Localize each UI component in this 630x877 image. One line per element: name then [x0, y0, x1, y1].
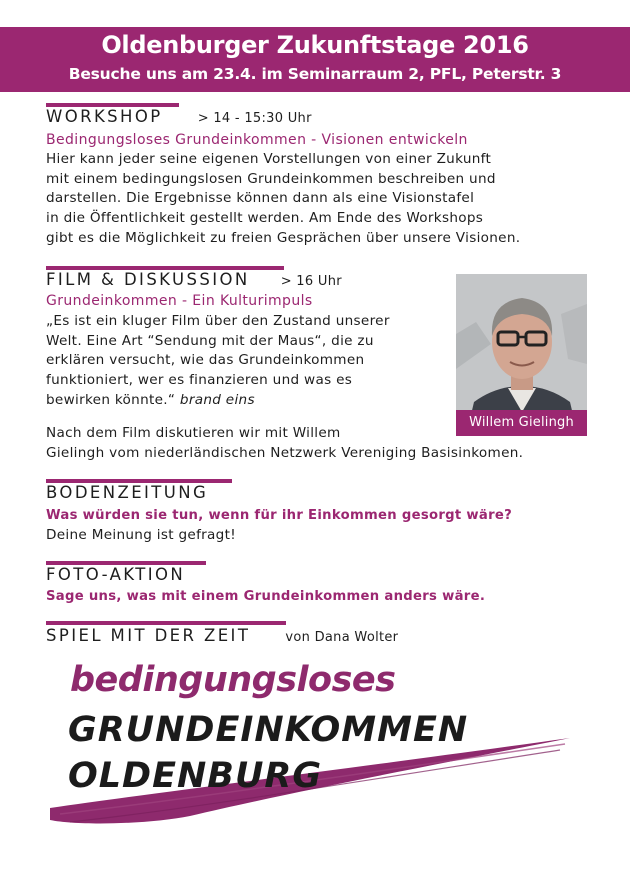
body-line: Welt. Eine Art “Sendung mit der Maus“, die zu: [46, 332, 374, 349]
section-rule: [46, 621, 286, 625]
body-line: Deine Meinung ist gefragt!: [46, 527, 236, 543]
section-heading: [46, 626, 398, 645]
logo-line-grundeinkommen: GRUNDEINKOMMEN: [68, 710, 469, 750]
body-line: gibt es die Möglichkeit zu freien Gesprächen über unsere Visionen.: [46, 229, 521, 246]
body-line: Gielingh vom niederländischen Netzwerk Vereniging Basisinkomen.: [46, 444, 524, 461]
section-time: > 16 Uhr: [280, 274, 342, 289]
section-heading: [46, 565, 185, 584]
body-line: in die Öffentlichkeit gestellt werden. Am Ende des Workshops: [46, 210, 484, 227]
section-subtitle: Bedingungsloses Grundeinkommen - Visionen entwickeln: [46, 132, 468, 148]
film-quote: [46, 312, 390, 410]
section-question: Was würden sie tun, wenn für ihr Einkommen gesorgt wäre?: [46, 508, 513, 523]
speaker-photo: [456, 274, 587, 436]
header-subtitle: Besuche uns am 23.4. im Seminarraum 2, PFL, Peterstr. 3: [68, 65, 562, 83]
header-banner: [0, 27, 630, 92]
section-title: FOTO-AKTION: [46, 565, 186, 584]
section-heading: [46, 270, 342, 289]
body-line: darstellen. Die Ergebnisse können dann als eine Visionstafel: [46, 190, 475, 207]
section-body: [46, 150, 520, 248]
film-discussion: [46, 424, 523, 463]
quote-source: brand eins: [179, 391, 255, 408]
body-line: Nach dem Film diskutieren wir mit Willem: [46, 425, 341, 441]
section-title: SPIEL MIT DER ZEIT: [46, 626, 251, 645]
section-text: Sage uns, was mit einem Grundeinkommen anders wäre.: [46, 589, 486, 604]
section-title: WORKSHOP: [46, 107, 163, 126]
section-title: BODENZEITUNG: [46, 483, 209, 502]
quote-end: bewirken könnte.“: [46, 391, 176, 408]
header-title: Oldenburger Zukunftstage 2016: [101, 31, 529, 59]
body-line: erklären versucht, wie das Grundeinkommen: [46, 352, 365, 369]
section-body: [46, 526, 236, 546]
section-subtitle: Grundeinkommen - Ein Kulturimpuls: [46, 293, 313, 309]
body-line: Hier kann jeder seine eigenen Vorstellungen von einer Zukunft: [46, 151, 492, 167]
logo-line-oldenburg: OLDENBURG: [68, 756, 323, 796]
logo-line-bedingungsloses: bedingungsloses: [70, 660, 396, 700]
section-time: > 14 - 15:30 Uhr: [197, 111, 312, 126]
body-line: „Es ist ein kluger Film über den Zustand unserer: [46, 313, 390, 329]
body-line: [46, 391, 390, 411]
section-heading: [46, 483, 208, 502]
body-line: mit einem bedingungslosen Grundeinkommen beschreiben und: [46, 170, 496, 187]
section-author: von Dana Wolter: [285, 630, 399, 645]
photo-caption: Willem Gielingh: [456, 410, 587, 436]
section-title: FILM & DISKUSSION: [46, 270, 250, 289]
section-heading: [46, 107, 312, 126]
body-line: funktioniert, wer es finanzieren und was es: [46, 372, 353, 389]
